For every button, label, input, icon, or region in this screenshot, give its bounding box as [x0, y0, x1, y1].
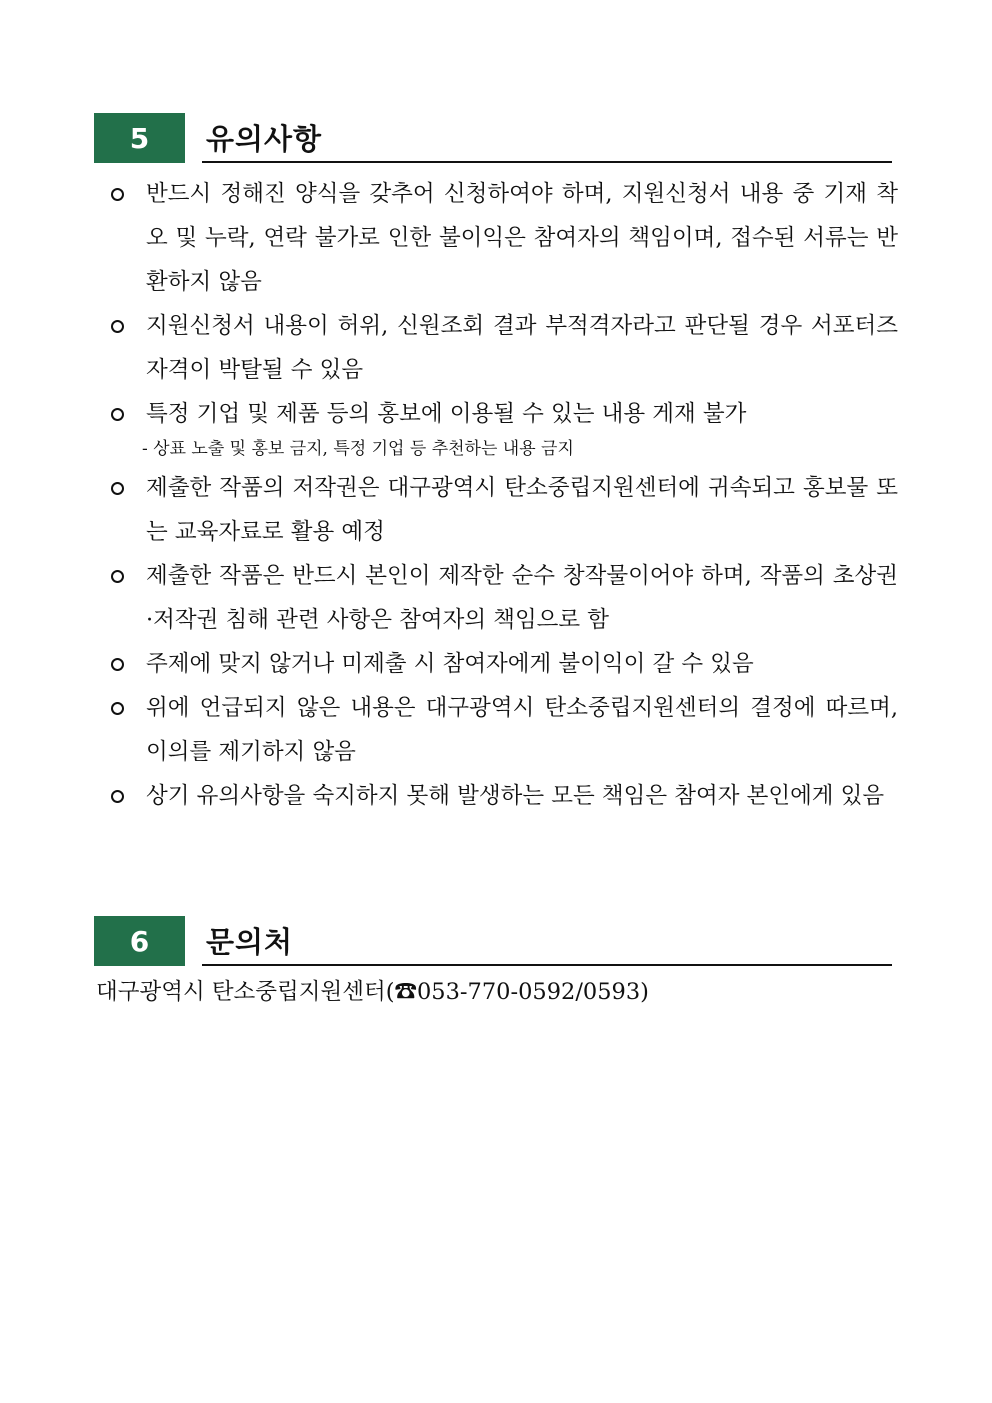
circle-bullet-icon — [106, 172, 128, 216]
list-item — [106, 304, 898, 392]
note-text: 제출한 작품의 저작권은 대구광역시 탄소중립지원센터에 귀속되고 홍보물 또는 교육자료로 활용 예정 — [146, 475, 898, 545]
title-underline — [202, 964, 892, 966]
note-text: 반드시 정해진 양식을 갖추어 신청하여야 하며, 지원신청서 내용 중 기재 착오 및 누락, 연락 불가로 인한 불이익은 참여자의 책임이며, 접수된 서류는 반환하지 않음 — [146, 181, 898, 295]
circle-bullet-icon — [106, 642, 128, 686]
note-text: 제출한 작품은 반드시 본인이 제작한 순수 창작물이어야 하며, 작품의 초상권·저작권 침해 관련 사항은 참여자의 책임으로 함 — [146, 563, 898, 633]
notes-list — [106, 172, 898, 818]
note-text: 주제에 맞지 않거나 미제출 시 참여자에게 불이익이 갈 수 있음 — [146, 651, 754, 677]
note-text: 지원신청서 내용이 허위, 신원조회 결과 부적격자라고 판단될 경우 서포터즈 자격이 박탈될 수 있음 — [146, 313, 898, 383]
section-5-header — [94, 113, 892, 163]
circle-bullet-icon — [106, 392, 128, 436]
list-item — [106, 686, 898, 774]
circle-bullet-icon — [106, 304, 128, 348]
circle-bullet-icon — [106, 774, 128, 818]
circle-bullet-icon — [106, 686, 128, 730]
note-text: 위에 언급되지 않은 내용은 대구광역시 탄소중립지원센터의 결정에 따르며, 이의를 제기하지 않음 — [146, 695, 898, 765]
section-title: 문의처 — [206, 925, 294, 959]
title-underline — [202, 161, 892, 163]
list-item — [106, 392, 898, 436]
section-number: 6 — [94, 916, 185, 966]
contact-info: 대구광역시 탄소중립지원센터(☎053-770-0592/0593) — [96, 979, 649, 1005]
note-text: 상기 유의사항을 숙지하지 못해 발생하는 모든 책임은 참여자 본인에게 있음 — [146, 783, 885, 809]
list-item — [106, 466, 898, 554]
section-title: 유의사항 — [206, 122, 323, 156]
note-text: 특정 기업 및 제품 등의 홍보에 이용될 수 있는 내용 게재 불가 — [146, 401, 747, 427]
list-item — [106, 642, 898, 686]
circle-bullet-icon — [106, 554, 128, 598]
list-item — [106, 554, 898, 642]
sub-note: - 상표 노출 및 홍보 금지, 특정 기업 등 추천하는 내용 금지 — [142, 439, 574, 459]
section-number: 5 — [94, 113, 185, 163]
section-6-header — [94, 916, 892, 966]
list-item — [106, 774, 898, 818]
list-item — [106, 172, 898, 304]
circle-bullet-icon — [106, 466, 128, 510]
